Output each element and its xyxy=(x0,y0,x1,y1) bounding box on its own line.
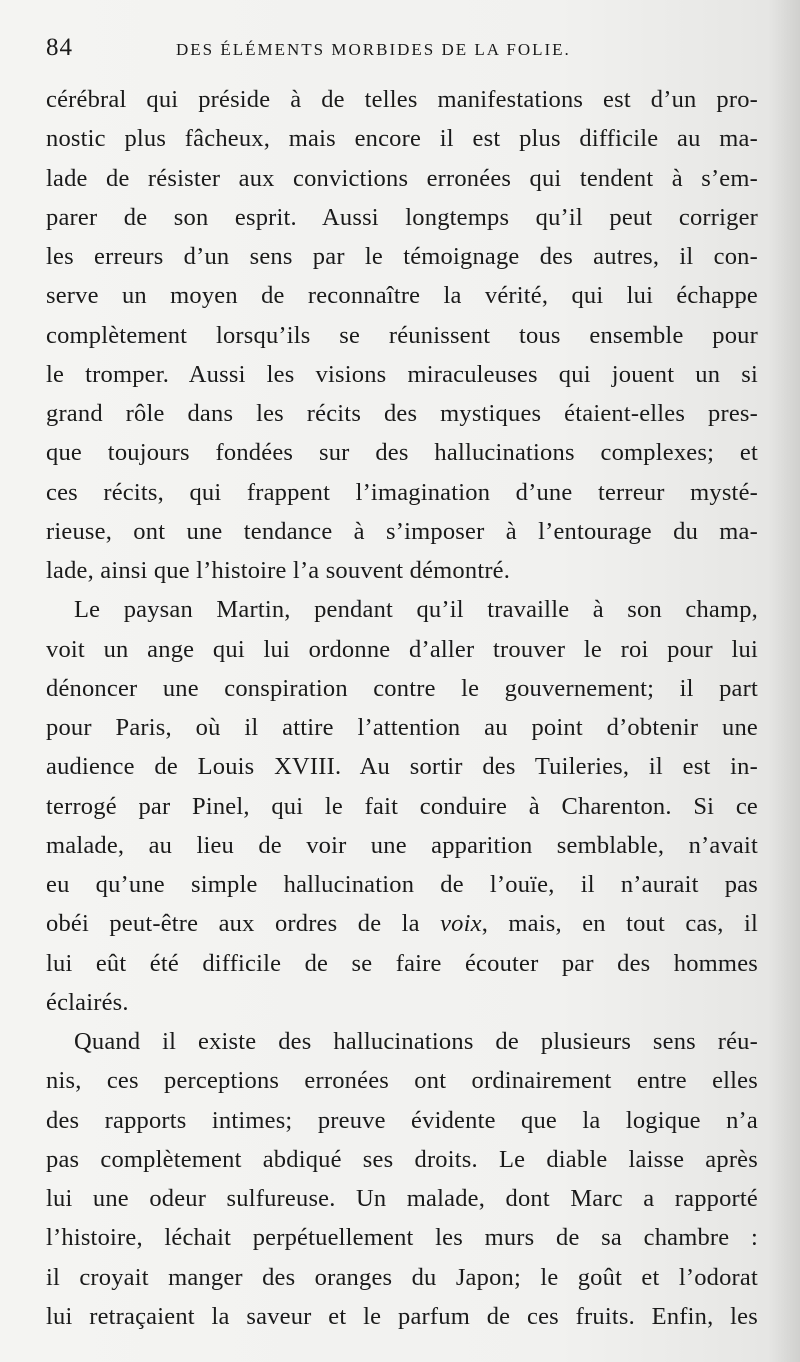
body-text xyxy=(46,80,758,1336)
text-line: serve un moyen de reconnaître la vérité, qui lui échappe xyxy=(46,282,758,310)
text-line: éclairés. xyxy=(46,988,129,1016)
text-line: parer de son esprit. Aussi longtemps qu’il peut corriger xyxy=(46,203,758,231)
text-line: voit un ange qui lui ordonne d’aller trouver le roi pour lui xyxy=(46,635,758,663)
text-line: lui retraçaient la saveur et le parfum de ces fruits. Enfin, les xyxy=(46,1302,758,1330)
text-line: le tromper. Aussi les visions miraculeuses qui jouent un si xyxy=(46,360,758,388)
text-line: pour Paris, où il attire l’attention au point d’obtenir une xyxy=(46,714,758,741)
text-line: terrogé par Pinel, qui le fait conduire à Charenton. Si ce xyxy=(46,792,758,820)
text-line: rieuse, ont une tendance à s’imposer à l’entourage du ma- xyxy=(46,517,758,545)
text-line: nis, ces perceptions erronées ont ordinairement entre elles xyxy=(46,1067,758,1095)
text-line-with-italic xyxy=(46,904,758,943)
text-segment: , mais, en tout cas, il xyxy=(481,910,758,938)
text-segment: obéi peut-être aux ordres de la xyxy=(46,910,441,938)
text-line: lade de résister aux convictions erronées qui tendent à s’em- xyxy=(46,164,758,192)
text-line: eu qu’une simple hallucination de l’ouïe, il n’aurait pas xyxy=(46,871,758,898)
text-line: cérébral qui préside à de telles manifestations est d’un pro- xyxy=(46,86,758,113)
text-line: ces récits, qui frappent l’imagination d’une terreur mysté- xyxy=(46,478,758,506)
text-line: dénoncer une conspiration contre le gouvernement; il part xyxy=(46,674,758,702)
text-line: nostic plus fâcheux, mais encore il est plus difficile au ma- xyxy=(46,125,758,153)
text-line: lade, ainsi que l’histoire l’a souvent démontré. xyxy=(46,557,511,584)
text-line: lui eût été difficile de se faire écouter par des hommes xyxy=(46,949,758,977)
page-header xyxy=(46,34,766,68)
italic-word: voix xyxy=(440,910,482,938)
text-line: grand rôle dans les récits des mystiques étaient-elles pres- xyxy=(46,400,758,427)
text-line: Quand il existe des hallucinations de plusieurs sens réu- xyxy=(74,1028,758,1055)
text-line: l’histoire, léchait perpétuellement les murs de sa chambre : xyxy=(46,1224,758,1252)
text-line: pas complètement abdiqué ses droits. Le diable laisse après xyxy=(46,1145,758,1173)
page-number: 84 xyxy=(46,34,73,61)
text-line: audience de Louis XVIII. Au sortir des Tuileries, il est in- xyxy=(46,753,758,781)
text-line: il croyait manger des oranges du Japon; le goût et l’odorat xyxy=(46,1263,758,1291)
text-line: des rapports intimes; preuve évidente que la logique n’a xyxy=(46,1106,758,1134)
text-line: complètement lorsqu’ils se réunissent tous ensemble pour xyxy=(46,321,758,349)
running-title: DES ÉLÉMENTS MORBIDES DE LA FOLIE. xyxy=(176,40,571,59)
text-line: lui une odeur sulfureuse. Un malade, dont Marc a rapporté xyxy=(46,1185,758,1212)
text-line: malade, au lieu de voir une apparition semblable, n’avait xyxy=(46,831,758,859)
text-line: les erreurs d’un sens par le témoignage des autres, il con- xyxy=(46,243,758,270)
text-line: Le paysan Martin, pendant qu’il travaille à son champ, xyxy=(74,596,758,624)
text-line: que toujours fondées sur des hallucinations complexes; et xyxy=(46,439,758,467)
